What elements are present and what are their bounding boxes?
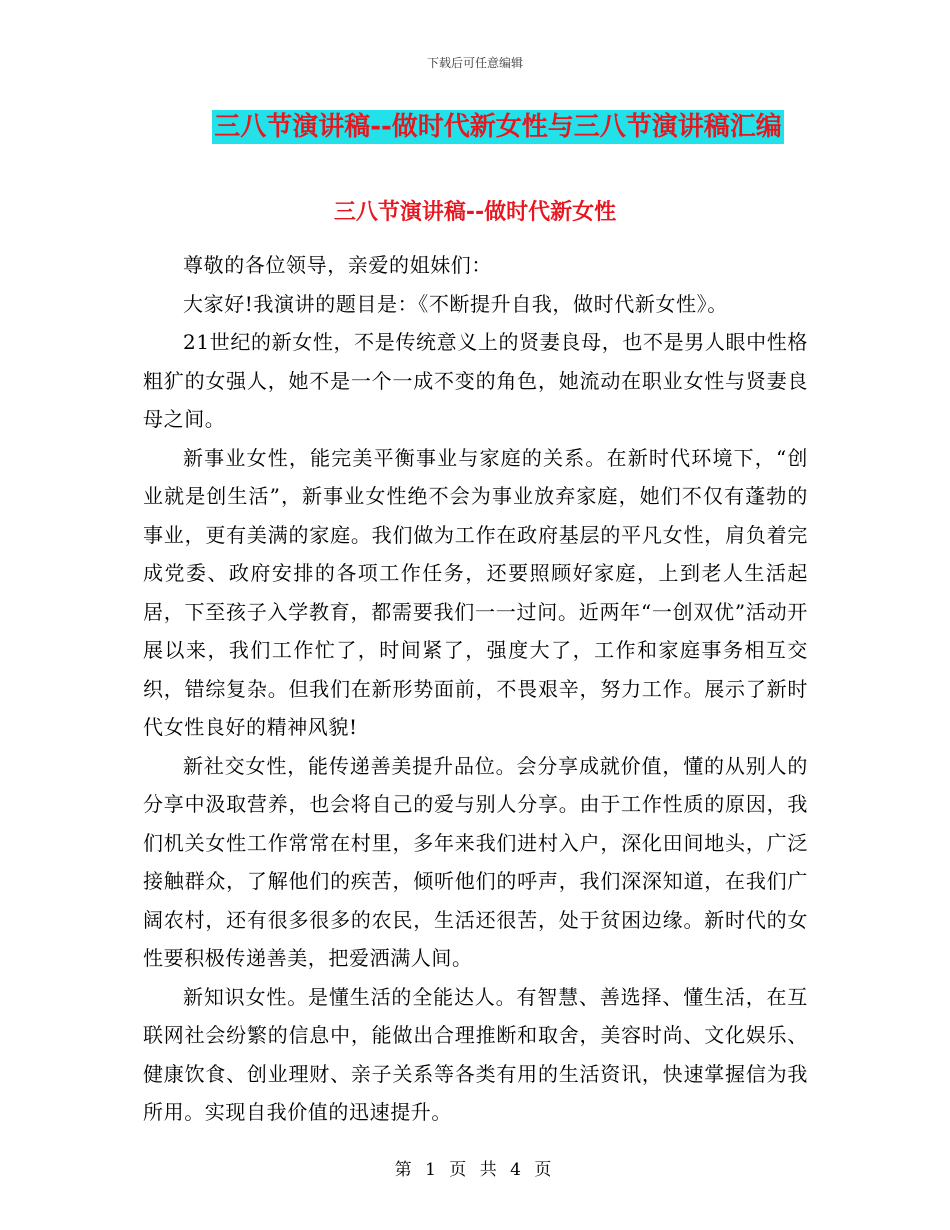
paragraph-career-women: 新事业女性，能完美平衡事业与家庭的关系。在新时代环境下，“创业就是创生活”，新事业女性绝不会为事业放弃家庭，她们不仅有蓬勃的事业，更有美满的家庭。我们做为工作在政府基层的平凡女性，肩负着完成党委、政府安排的各项工作任务，还要照顾好家庭，上到老人生活起居，下至孩子入学教育，都需要我们一一过问。近两年“一创双优”活动开展以来，我们工作忙了，时间紧了，强度大了，工作和家庭事务相互交织，错综复杂。但我们在新形势面前，不畏艰辛，努力工作。展示了新时代女性良好的精神风貌!	[143, 445, 808, 739]
sub-title: 三八节演讲稿--做时代新女性	[333, 200, 617, 225]
page-footer: 第 1 页 共 4 页	[394, 1160, 556, 1180]
main-title: 三八节演讲稿--做时代新女性与三八节演讲稿汇编	[214, 112, 782, 142]
paragraph-knowledge-women: 新知识女性。是懂生活的全能达人。有智慧、善选择、懂生活，在互联网社会纷繁的信息中，能做出合理推断和取舍，美容时尚、文化娱乐、健康饮食、创业理财、亲子关系等各类有用的生活资讯，快速掌握信为我所用。实现自我价值的迅速提升。	[143, 984, 808, 1124]
main-title-container	[0, 110, 950, 144]
paragraph-greeting: 尊敬的各位领导，亲爱的姐妹们：	[183, 253, 492, 277]
header-note: 下载后可任意编辑	[426, 56, 523, 70]
paragraph-intro: 大家好!我演讲的题目是：《不断提升自我，做时代新女性》。	[183, 291, 728, 316]
paragraph-social-women: 新社交女性，能传递善美提升品位。会分享成就价值，懂的从别人的分享中汲取营养，也会将自己的爱与别人分享。由于工作性质的原因，我们机关女性工作常常在村里，多年来我们进村入户，深化田间地头，广泛接触群众，了解他们的疾苦，倾听他们的呼声，我们深深知道，在我们广阔农村，还有很多很多的农民，生活还很苦，处于贫困边缘。新时代的女性要积极传递善美，把爱洒满人间。	[143, 753, 808, 970]
paragraph-new-women: 21世纪的新女性，不是传统意义上的贤妻良母，也不是男人眼中性格粗犷的女强人，她不是一个一成不变的角色，她流动在职业女性与贤妻良母之间。	[143, 330, 808, 431]
body-text	[143, 246, 808, 1132]
